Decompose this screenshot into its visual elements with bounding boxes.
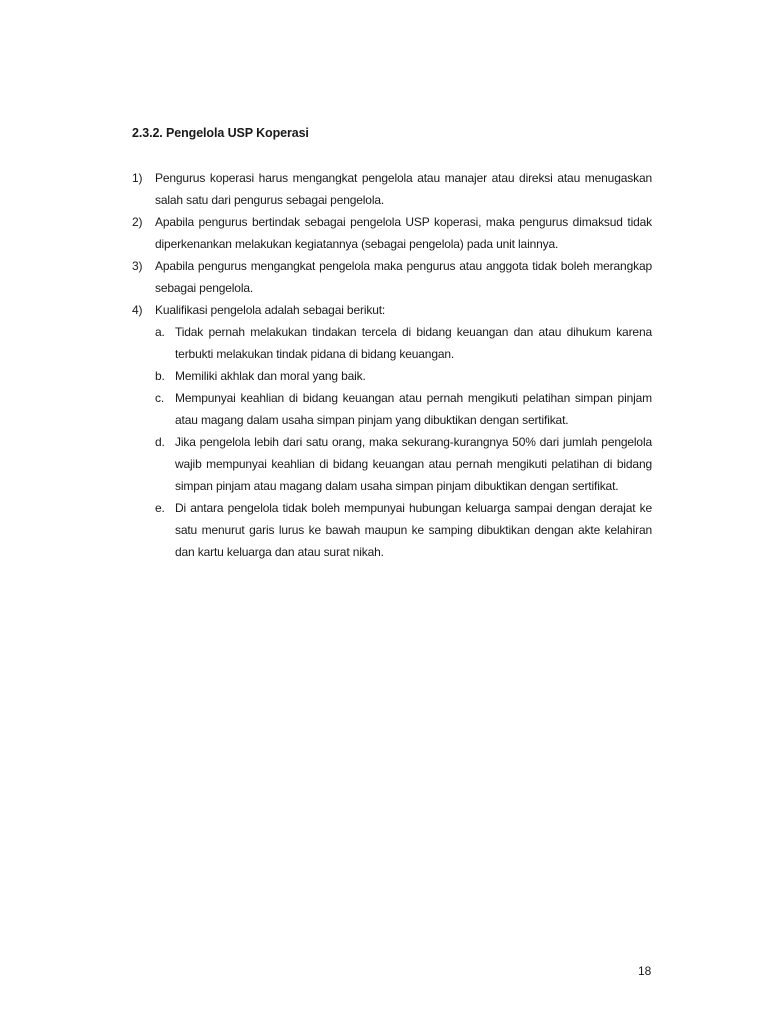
sub-item-letter: e.: [155, 501, 165, 515]
sub-item-d: [155, 431, 652, 497]
list-item-4: [132, 299, 652, 321]
list-item-number: 4): [132, 303, 143, 317]
numbered-list: [132, 167, 652, 563]
page-number: 18: [638, 964, 652, 978]
list-item-1: [132, 167, 652, 211]
list-item-3: [132, 255, 652, 299]
list-item-2: [132, 211, 652, 255]
list-item-number: 3): [132, 259, 143, 273]
sub-item-text: Tidak pernah melakukan tindakan tercela di bidang keuangan dan atau dihukum karena terbukti melakukan tindak pidana di bidang keuangan.: [175, 325, 652, 361]
sub-item-b: [155, 365, 652, 387]
sub-item-text: Jika pengelola lebih dari satu orang, maka sekurang-kurangnya 50% dari jumlah pengelola wajib mempunyai keahlian di bidang keuangan atau pernah mengikuti pelatihan di bidang simpan pinjam atau magang dalam usaha simpan pinjam dibuktikan dengan sertifikat.: [175, 435, 652, 493]
sub-item-e: [155, 497, 652, 563]
sub-item-text: Di antara pengelola tidak boleh mempunyai hubungan keluarga sampai dengan derajat ke satu menurut garis lurus ke bawah maupun ke samping dibuktikan dengan akte kelahiran dan kartu keluarga dan atau surat nikah.: [175, 501, 652, 559]
sub-item-c: [155, 387, 652, 431]
list-item-text: Apabila pengurus bertindak sebagai pengelola USP koperasi, maka pengurus dimaksud tidak diperkenankan melakukan kegiatannya (sebagai pengelola) pada unit lainnya.: [155, 215, 652, 251]
sub-item-letter: a.: [155, 325, 165, 339]
list-item-text: Apabila pengurus mengangkat pengelola maka pengurus atau anggota tidak boleh merangkap sebagai pengelola.: [155, 259, 652, 295]
sub-item-letter: b.: [155, 369, 165, 383]
sub-list: [155, 321, 652, 563]
sub-item-letter: c.: [155, 391, 165, 405]
sub-item-text: Memiliki akhlak dan moral yang baik.: [175, 369, 366, 383]
sub-item-text: Mempunyai keahlian di bidang keuangan atau pernah mengikuti pelatihan simpan pinjam atau magang dalam usaha simpan pinjam yang dibuktikan dengan sertifikat.: [175, 391, 652, 427]
list-item-number: 2): [132, 215, 143, 229]
list-item-number: 1): [132, 171, 143, 185]
list-item-text: Pengurus koperasi harus mengangkat pengelola atau manajer atau direksi atau menugaskan salah satu dari pengurus sebagai pengelola.: [155, 171, 652, 207]
list-item-text: Kualifikasi pengelola adalah sebagai berikut:: [155, 303, 386, 317]
sub-item-letter: d.: [155, 435, 165, 449]
section-heading: 2.3.2. Pengelola USP Koperasi: [132, 126, 309, 140]
sub-item-a: [155, 321, 652, 365]
